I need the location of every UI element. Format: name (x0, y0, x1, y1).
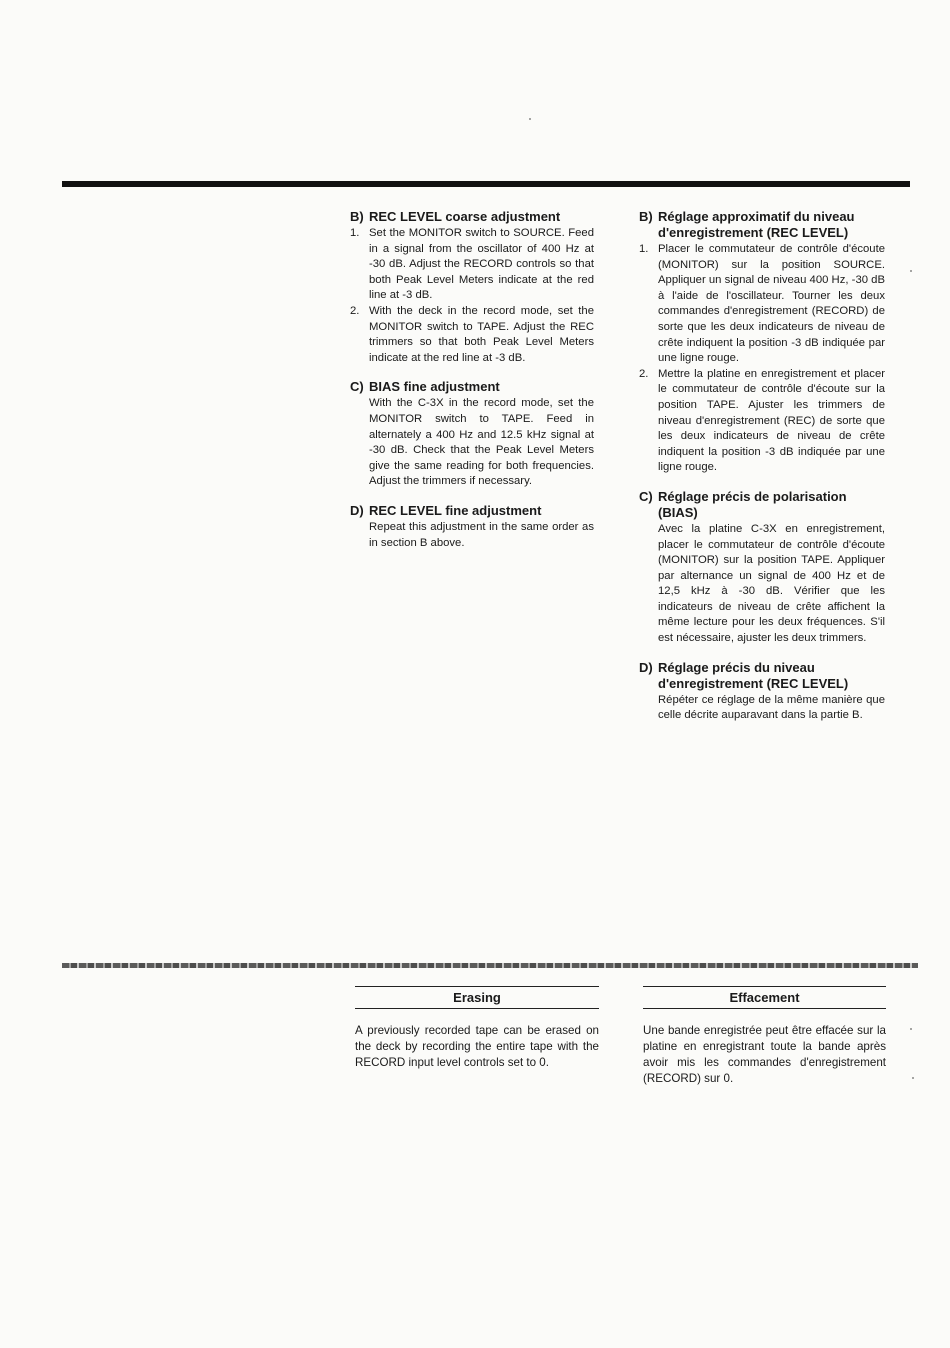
section-letter: C) (350, 379, 364, 395)
item-number: 1. (350, 227, 360, 239)
french-column (639, 209, 885, 737)
section-b-en (350, 209, 594, 366)
section-title: REC LEVEL coarse adjustment (369, 209, 561, 224)
section-c-en (350, 379, 594, 490)
effacement-body: Une bande enregistrée peut être effacée sur la platine en enregistrant toute la bande après avoir mis les commandes d'enregistrement (RECORD) sur 0. (643, 1024, 886, 1085)
section-body: Avec la platine C-3X en enregistrement, placer le commutateur de contrôle d'écoute (MONITOR) sur la position TAPE. Appliquer par alternance un signal de 400 Hz et de 12,5 kHz à -30 dB. Vérifier que les indicateurs de niveau de crête affichent la même lecture pour les deux fréquences. S'il est nécessaire, ajuster les deux trimmers. (658, 522, 885, 645)
item-text: Placer le commutateur de contrôle d'écoute (MONITOR) sur la position SOURCE. Appliquer un signal de niveau 400 Hz, -30 dB à l'aide de l'oscillateur. Tourner les deux commandes d'enregistrement (RECORD) de sorte que les deux indicateurs de niveau de crête indiquent la position -3 dB indiquée par une ligne rouge. (658, 243, 885, 365)
section-body: Repeat this adjustment in the same order as in section B above. (369, 520, 594, 549)
english-column (350, 209, 594, 564)
scan-speck (910, 270, 912, 272)
section-body: Répéter ce réglage de la même manière que celle décrite auparavant dans la partie B. (658, 693, 885, 722)
section-d-fr (639, 660, 885, 724)
scan-speck (910, 1028, 912, 1030)
erasing-section-en (355, 986, 599, 1071)
erasing-section-fr (643, 986, 886, 1087)
section-title: REC LEVEL fine adjustment (369, 502, 542, 518)
section-title: Réglage précis du niveau d'enregistrement (REC LEVEL) (658, 659, 849, 691)
item-number: 1. (639, 243, 649, 255)
erasing-title: Erasing (355, 986, 599, 1009)
section-title: Réglage approximatif du niveau d'enregistrement (REC LEVEL) (658, 209, 855, 240)
item-number: 2. (639, 367, 649, 380)
section-d-en (350, 503, 594, 551)
erasing-body: A previously recorded tape can be erased on the deck by recording the entire tape with the RECORD input level controls set to 0. (355, 1024, 599, 1069)
section-body: With the C-3X in the record mode, set the MONITOR switch to TAPE. Feed in alternately a 400 Hz and 12.5 kHz signal at -30 dB. Check that the Peak Level Meters give the same reading for both frequencies. Adjust the trimmers if necessary. (369, 397, 594, 488)
section-letter: D) (639, 659, 653, 675)
scan-speck (529, 118, 531, 120)
section-c-fr (639, 489, 885, 647)
item-text: Mettre la platine en enregistrement et placer le commutateur de contrôle d'écoute sur la position TAPE. Ajuster les trimmers de niveau d'enregistrement (REC) de sorte que les deux indicateurs de niveau de crête indiquent la position -3 dB indiquée par une ligne rouge. (658, 367, 885, 474)
list-item (350, 226, 594, 304)
section-letter: D) (350, 502, 364, 518)
item-number: 2. (350, 304, 360, 317)
effacement-title: Effacement (643, 986, 886, 1009)
section-letter: C) (639, 488, 653, 504)
top-rule (62, 181, 910, 187)
item-text: With the deck in the record mode, set the MONITOR switch to TAPE. Adjust the REC trimmers so that both Peak Level Meters indicate at the red line at -3 dB. (369, 304, 594, 364)
section-title: Réglage précis de polarisation (BIAS) (658, 488, 847, 520)
list-item (639, 242, 885, 367)
scan-speck (912, 1077, 914, 1079)
item-text: Set the MONITOR switch to SOURCE. Feed in a signal from the oscillator of 400 Hz at -30 dB. Adjust the RECORD controls so that both Peak Level Meters indicate at the red line at -3 dB. (369, 227, 594, 302)
halftone-divider (62, 963, 918, 968)
section-title: BIAS fine adjustment (369, 379, 500, 395)
list-item (350, 304, 594, 366)
section-b-fr (639, 209, 885, 476)
section-letter: B) (350, 209, 364, 224)
section-letter: B) (639, 209, 653, 224)
list-item (639, 367, 885, 476)
